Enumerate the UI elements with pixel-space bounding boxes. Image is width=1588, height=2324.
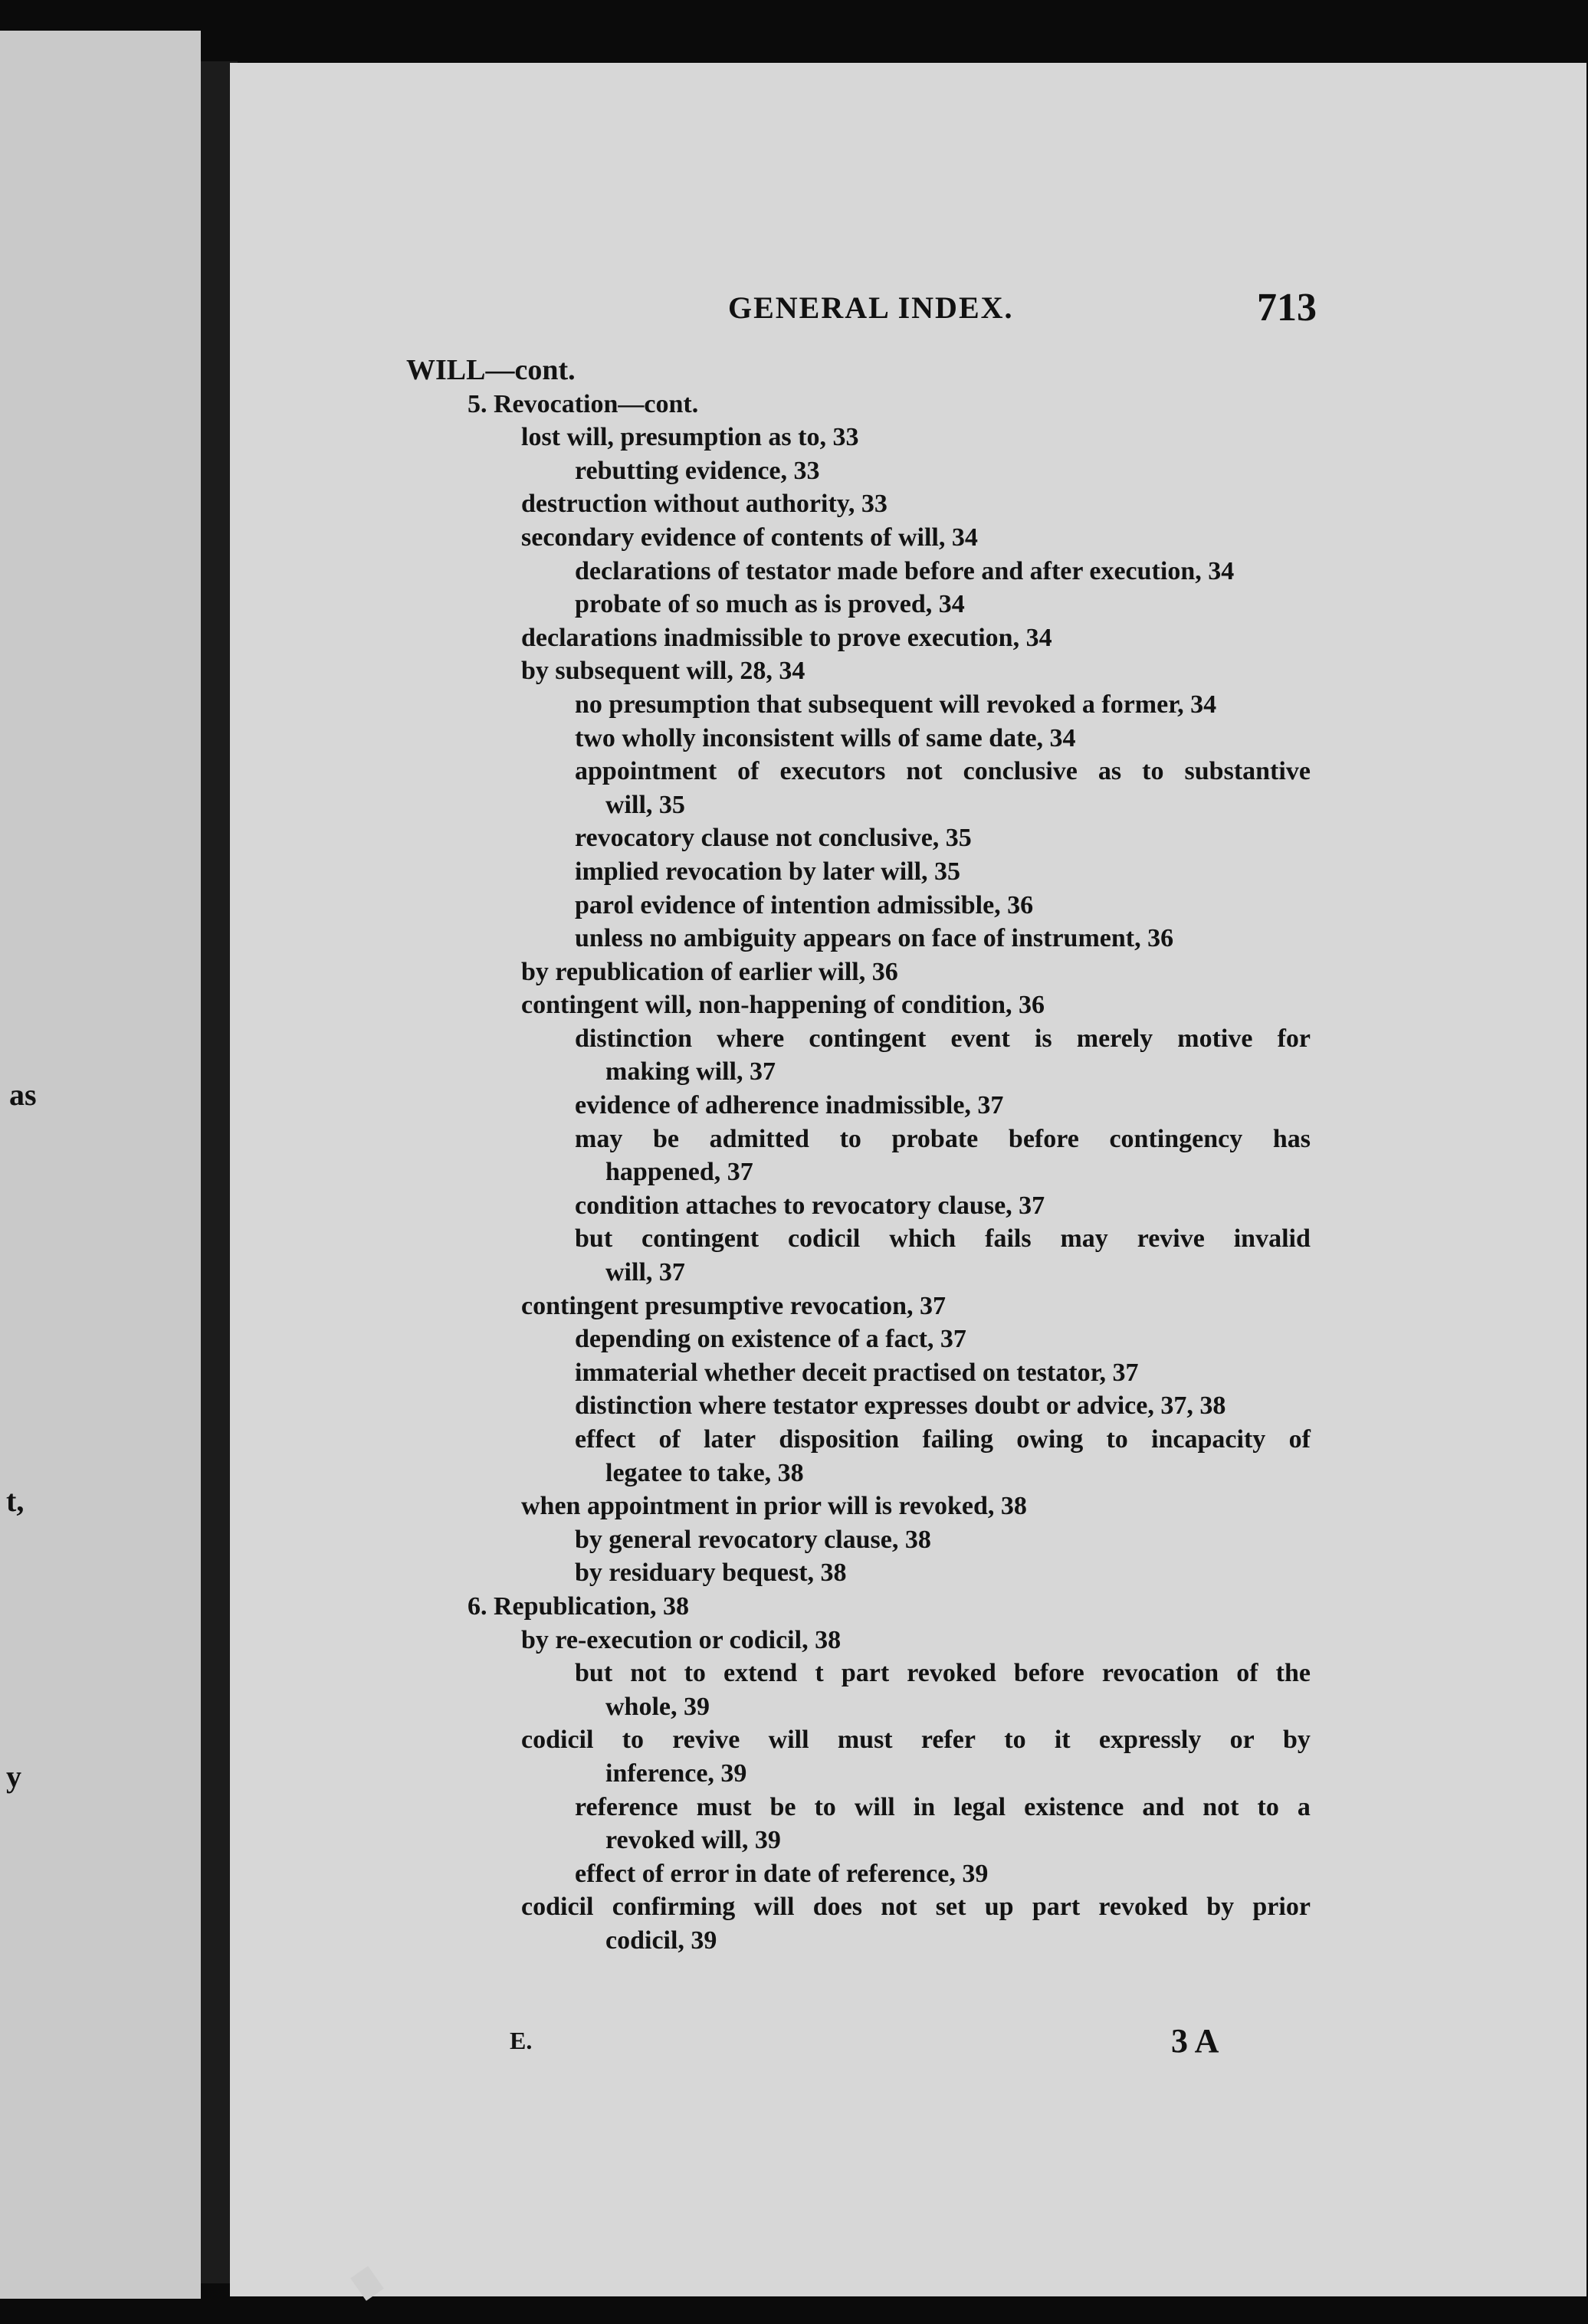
word: of bbox=[737, 757, 760, 786]
word: may bbox=[575, 1124, 623, 1153]
word: part bbox=[841, 1659, 890, 1688]
index-entry: by residuary bequest, 38 bbox=[575, 1559, 847, 1588]
word: disposition bbox=[779, 1425, 900, 1454]
word: is bbox=[1034, 1024, 1052, 1053]
index-entry bbox=[406, 1022, 1311, 1056]
word: of bbox=[1288, 1425, 1311, 1454]
index-entry bbox=[406, 755, 1311, 788]
word: before bbox=[1008, 1124, 1079, 1153]
word: must bbox=[837, 1726, 893, 1755]
bleed-through-text: as bbox=[9, 1077, 37, 1112]
word: event bbox=[950, 1024, 1010, 1053]
index-entry: 6. Republication, 38 bbox=[468, 1591, 690, 1621]
word: must bbox=[696, 1792, 752, 1821]
word: to bbox=[839, 1124, 861, 1153]
index-entry: no presumption that subsequent will revoked a former, 34 bbox=[575, 690, 1217, 719]
word: of bbox=[658, 1425, 681, 1454]
index-entry: declarations of testator made before and after execution, 34 bbox=[575, 556, 1235, 585]
index-entry: will, 37 bbox=[605, 1258, 685, 1287]
word: appointment bbox=[575, 757, 717, 786]
index-entry bbox=[406, 1723, 1311, 1757]
word: prior bbox=[1252, 1893, 1311, 1922]
word: to bbox=[1106, 1425, 1128, 1454]
word: but bbox=[575, 1224, 613, 1254]
word: to bbox=[622, 1726, 645, 1755]
word: and bbox=[1142, 1792, 1185, 1821]
index-entry: parol evidence of intention admissible, 36 bbox=[575, 890, 1034, 919]
word: be bbox=[652, 1124, 679, 1153]
index-entry: when appointment in prior will is revoked, 38 bbox=[521, 1492, 1027, 1521]
word: effect bbox=[575, 1425, 636, 1454]
bleed-through-text: t, bbox=[6, 1483, 25, 1518]
word: existence bbox=[1024, 1792, 1124, 1821]
word: contingency bbox=[1109, 1124, 1243, 1153]
word: it bbox=[1054, 1726, 1071, 1755]
index-entry: by republication of earlier will, 36 bbox=[521, 957, 898, 986]
word: executors bbox=[779, 757, 886, 786]
index-entry bbox=[406, 1657, 1311, 1690]
index-entry: condition attaches to revocatory clause, 37 bbox=[575, 1191, 1045, 1220]
word: merely bbox=[1076, 1024, 1153, 1053]
word: for bbox=[1277, 1024, 1311, 1053]
index-entry: two wholly inconsistent wills of same date, 34 bbox=[575, 723, 1076, 752]
index-entry: destruction without authority, 33 bbox=[521, 490, 888, 519]
index-entry: probate of so much as is proved, 34 bbox=[575, 590, 965, 619]
index-entry bbox=[406, 1222, 1311, 1256]
word: before bbox=[1013, 1659, 1084, 1688]
word: where bbox=[717, 1024, 785, 1053]
word: contingent bbox=[809, 1024, 927, 1053]
word: which bbox=[889, 1224, 956, 1254]
word: or bbox=[1229, 1726, 1255, 1755]
word: will bbox=[768, 1726, 809, 1755]
word: conclusive bbox=[963, 757, 1078, 786]
word: of bbox=[1236, 1659, 1258, 1688]
word: failing bbox=[922, 1425, 994, 1454]
index-entry: inference, 39 bbox=[605, 1759, 747, 1788]
word: expressly bbox=[1098, 1726, 1202, 1755]
word: up bbox=[984, 1893, 1014, 1922]
word: revoked bbox=[907, 1659, 996, 1688]
index-entry: 5. Revocation—cont. bbox=[468, 389, 699, 418]
word: extend bbox=[723, 1659, 798, 1688]
index-entry: codicil, 39 bbox=[605, 1926, 717, 1955]
word: admitted bbox=[709, 1124, 809, 1153]
word: will bbox=[753, 1893, 795, 1922]
index-heading: WILL—cont. bbox=[406, 354, 576, 386]
word: codicil bbox=[787, 1224, 861, 1254]
word: as bbox=[1097, 757, 1122, 786]
word: distinction bbox=[575, 1024, 693, 1053]
index-entry: happened, 37 bbox=[605, 1158, 753, 1187]
word: revoked bbox=[1098, 1893, 1188, 1922]
word: will bbox=[854, 1792, 895, 1821]
index-entry: rebutting evidence, 33 bbox=[575, 456, 820, 485]
word: not bbox=[1202, 1792, 1239, 1821]
word: owing bbox=[1016, 1425, 1084, 1454]
word: t bbox=[815, 1659, 824, 1688]
index-entry: declarations inadmissible to prove execution, 34 bbox=[521, 623, 1052, 652]
page-number: 713 bbox=[1257, 286, 1317, 329]
word: reference bbox=[575, 1792, 678, 1821]
word: motive bbox=[1177, 1024, 1253, 1053]
word: revive bbox=[672, 1726, 740, 1755]
index-entry: depending on existence of a fact, 37 bbox=[575, 1325, 966, 1354]
index-entry: revoked will, 39 bbox=[605, 1826, 781, 1855]
index-entry: by re-execution or codicil, 38 bbox=[521, 1625, 842, 1654]
index-entry bbox=[406, 1123, 1311, 1156]
word: substantive bbox=[1184, 757, 1311, 786]
index-entry: legatee to take, 38 bbox=[605, 1458, 804, 1487]
facing-page-edge bbox=[0, 31, 201, 2299]
word: in bbox=[913, 1792, 936, 1821]
word: to bbox=[814, 1792, 836, 1821]
word: incapacity bbox=[1151, 1425, 1266, 1454]
index-entry: secondary evidence of contents of will, 34 bbox=[521, 523, 978, 552]
word: codicil bbox=[521, 1893, 594, 1922]
word: to bbox=[1257, 1792, 1279, 1821]
index-entry: effect of error in date of reference, 39 bbox=[575, 1859, 989, 1888]
running-head: GENERAL INDEX. bbox=[728, 290, 1014, 325]
index-entry bbox=[406, 1890, 1311, 1924]
word: by bbox=[1206, 1893, 1235, 1922]
word: to bbox=[1004, 1726, 1026, 1755]
word: invalid bbox=[1233, 1224, 1311, 1254]
word: the bbox=[1275, 1659, 1311, 1688]
index-entry: whole, 39 bbox=[605, 1692, 710, 1721]
index-entry: making will, 37 bbox=[605, 1057, 776, 1087]
bleed-through-text: y bbox=[6, 1759, 21, 1794]
index-entry: implied revocation by later will, 35 bbox=[575, 857, 961, 886]
word: but bbox=[575, 1659, 613, 1688]
word: legal bbox=[953, 1792, 1006, 1821]
word: part bbox=[1032, 1893, 1081, 1922]
index-entry: immaterial whether deceit practised on testator, 37 bbox=[575, 1358, 1139, 1387]
word: by bbox=[1283, 1726, 1311, 1755]
index-entry: by subsequent will, 28, 34 bbox=[521, 657, 805, 686]
word: to bbox=[1142, 757, 1164, 786]
index-entry: by general revocatory clause, 38 bbox=[575, 1525, 931, 1554]
word: has bbox=[1272, 1124, 1311, 1153]
index-entry: unless no ambiguity appears on face of instrument, 36 bbox=[575, 924, 1174, 953]
index-entry: lost will, presumption as to, 33 bbox=[521, 423, 859, 452]
word: revive bbox=[1137, 1224, 1205, 1254]
word: confirming bbox=[612, 1893, 736, 1922]
signature-mark: E. bbox=[510, 2027, 533, 2054]
word: not bbox=[881, 1893, 917, 1922]
word: a bbox=[1297, 1792, 1311, 1821]
index-entry: evidence of adherence inadmissible, 37 bbox=[575, 1091, 1004, 1120]
index-entry: contingent presumptive revocation, 37 bbox=[521, 1291, 947, 1320]
word: to bbox=[684, 1659, 706, 1688]
index-entry: distinction where testator expresses doubt or advice, 37, 38 bbox=[575, 1391, 1226, 1421]
gathering-mark: 3 A bbox=[1171, 2022, 1219, 2060]
word: revocation bbox=[1101, 1659, 1219, 1688]
word: set bbox=[935, 1893, 966, 1922]
index-entry bbox=[406, 1791, 1311, 1824]
word: fails bbox=[985, 1224, 1032, 1254]
word: not bbox=[906, 757, 943, 786]
word: later bbox=[704, 1425, 756, 1454]
word: be bbox=[769, 1792, 796, 1821]
word: not bbox=[630, 1659, 667, 1688]
index-entry: will, 35 bbox=[605, 790, 685, 819]
index-body bbox=[406, 354, 1326, 1958]
word: does bbox=[812, 1893, 862, 1922]
index-entry: contingent will, non-happening of condition, 36 bbox=[521, 991, 1045, 1020]
index-entry bbox=[406, 1423, 1311, 1457]
word: codicil bbox=[521, 1726, 594, 1755]
word: probate bbox=[891, 1124, 979, 1153]
word: contingent bbox=[641, 1224, 760, 1254]
word: may bbox=[1060, 1224, 1108, 1254]
word: refer bbox=[920, 1726, 976, 1755]
index-entry: revocatory clause not conclusive, 35 bbox=[575, 824, 972, 853]
